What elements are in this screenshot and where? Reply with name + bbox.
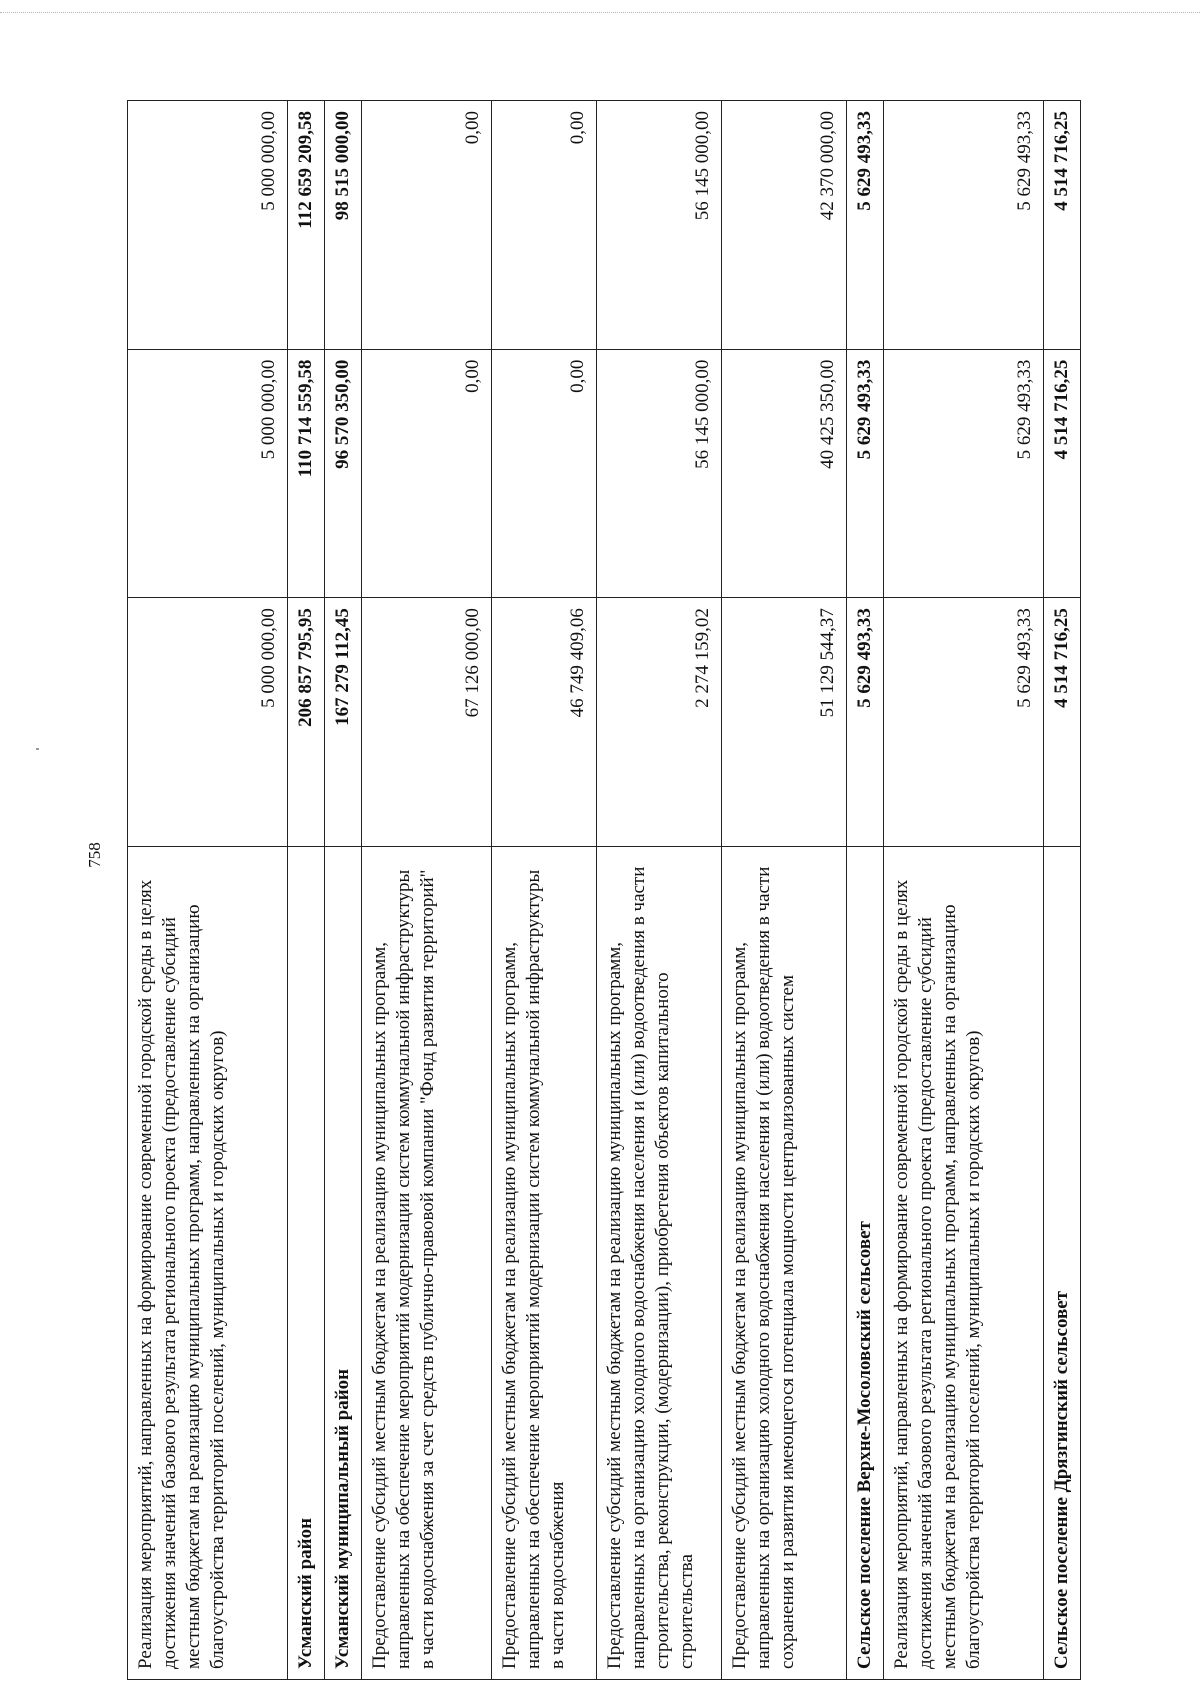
value-col-1: 51 129 544,37 [722, 598, 847, 847]
table-row [492, 101, 597, 1680]
table-row [325, 101, 362, 1680]
value-col-1: 5 629 493,33 [884, 598, 1044, 847]
row-name: Предоставление субсидий местным бюджетам на реализацию муниципальных программ, направленных на обеспечение мероприятий модернизации систем коммунальной инфраструктуры в части водоснабжения [492, 846, 597, 1679]
value-col-3: 5 000 000,00 [128, 101, 288, 350]
scan-speck [36, 748, 39, 750]
value-col-3: 4 514 716,25 [1044, 101, 1081, 350]
value-col-3: 98 515 000,00 [325, 101, 362, 350]
row-name: Сельское поселение Верхне-Мосоловский сельсовет [847, 846, 884, 1679]
value-col-3: 0,00 [492, 101, 597, 350]
row-name: Реализация мероприятий, направленных на формирование современной городской среды в целях достижения значений базового результата регионального проекта (предоставление субсидий местным бюджетам на реализацию муниципальных программ, направленных на организацию благоустройства территорий поселений, муниципальных и городских округов) [128, 846, 288, 1679]
row-name: Усманский район [288, 846, 325, 1679]
table-row [884, 101, 1044, 1680]
table-row [128, 101, 288, 1680]
row-name: Усманский муниципальный район [325, 846, 362, 1679]
value-col-1: 5 000 000,00 [128, 598, 288, 847]
value-col-3: 56 145 000,00 [597, 101, 722, 350]
table-row [362, 101, 492, 1680]
value-col-1: 4 514 716,25 [1044, 598, 1081, 847]
value-col-1: 206 857 795,95 [288, 598, 325, 847]
value-col-2: 56 145 000,00 [597, 349, 722, 598]
value-col-2: 4 514 716,25 [1044, 349, 1081, 598]
value-col-2: 0,00 [492, 349, 597, 598]
value-col-2: 96 570 350,00 [325, 349, 362, 598]
table-row [722, 101, 847, 1680]
value-col-3: 5 629 493,33 [884, 101, 1044, 350]
value-col-3: 0,00 [362, 101, 492, 350]
value-col-3: 112 659 209,58 [288, 101, 325, 350]
row-name: Предоставление субсидий местным бюджетам на реализацию муниципальных программ, направленных на организацию холодного водоснабжения населения и (или) водоотведения в части сохранения и развития имеющегося потенциала мощности централизованных систем [722, 846, 847, 1679]
value-col-1: 167 279 112,45 [325, 598, 362, 847]
rotated-table-container [127, 100, 1072, 1680]
value-col-1: 46 749 409,06 [492, 598, 597, 847]
value-col-1: 2 274 159,02 [597, 598, 722, 847]
value-col-2: 5 629 493,33 [847, 349, 884, 598]
scan-edge-line [0, 12, 1200, 13]
value-col-2: 0,00 [362, 349, 492, 598]
row-name: Предоставление субсидий местным бюджетам на реализацию муниципальных программ, направленных на обеспечение мероприятий модернизации систем коммунальной инфраструктуры в части водоснабжения за счет средств публично-правовой компании "Фонд развития территорий" [362, 846, 492, 1679]
value-col-2: 40 425 350,00 [722, 349, 847, 598]
value-col-3: 42 370 000,00 [722, 101, 847, 350]
row-name: Сельское поселение Дрязгинский сельсовет [1044, 846, 1081, 1679]
row-name: Предоставление субсидий местным бюджетам на реализацию муниципальных программ, направленных на организацию холодного водоснабжения населения и (или) водоотведения в части строительства, реконструкции, (модернизации), приобретения объектов капитального строительства [597, 846, 722, 1679]
table-row [1044, 101, 1081, 1680]
value-col-1: 67 126 000,00 [362, 598, 492, 847]
value-col-2: 5 629 493,33 [884, 349, 1044, 598]
value-col-3: 5 629 493,33 [847, 101, 884, 350]
value-col-2: 110 714 559,58 [288, 349, 325, 598]
page-number: 758 [85, 842, 104, 868]
table-row [288, 101, 325, 1680]
value-col-2: 5 000 000,00 [128, 349, 288, 598]
row-name: Реализация мероприятий, направленных на формирование современной городской среды в целях достижения значений базового результата регионального проекта (предоставление субсидий местным бюджетам на реализацию муниципальных программ, направленных на организацию благоустройства территорий поселений, муниципальных и городских округов) [884, 846, 1044, 1679]
table-row [597, 101, 722, 1680]
table-row [847, 101, 884, 1680]
budget-table [127, 100, 1081, 1680]
value-col-1: 5 629 493,33 [847, 598, 884, 847]
